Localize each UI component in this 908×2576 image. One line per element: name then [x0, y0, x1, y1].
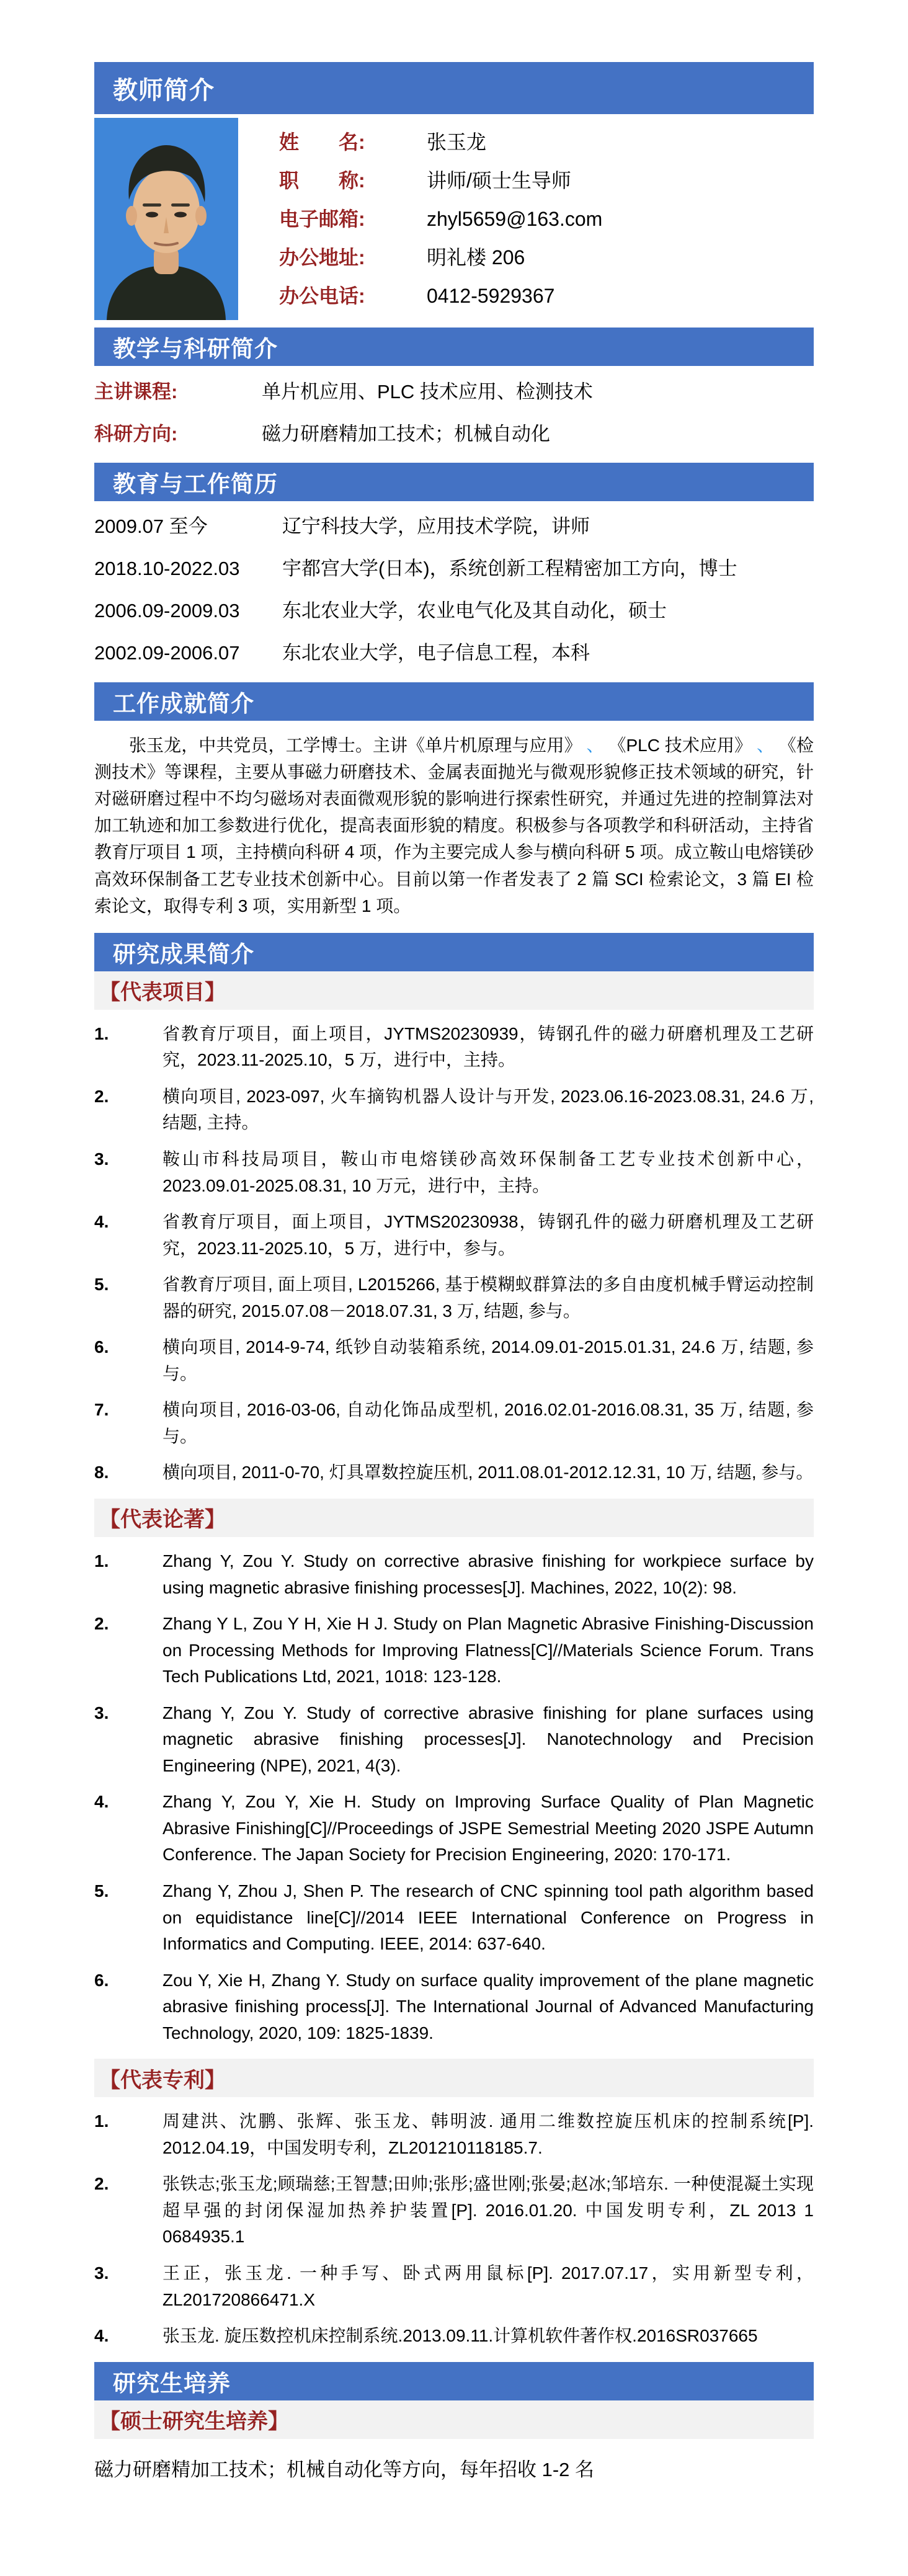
subheading-label: 【硕士研究生培养】	[99, 2410, 289, 2434]
list-item	[94, 1460, 814, 1486]
list-item	[94, 1548, 814, 1601]
list-item-number: 1.	[94, 1023, 109, 1043]
section-header-teaching-research	[94, 328, 814, 366]
profile-field-row	[279, 127, 814, 165]
teaching-value: 单片机应用、PLC 技术应用、检测技术	[262, 381, 593, 403]
field-label: 职 称:	[279, 169, 365, 192]
list-item-text: Zhang Y, Zou Y. Study of corrective abrasive finishing for plane surfaces using magnetic abrasive finishing processes[J]. Nanotechnology and Precision Engineering (NPE), 2021, 4(3).	[162, 1703, 814, 1775]
section-header-teacher-intro	[94, 62, 814, 114]
list-item-number: 8.	[94, 1463, 109, 1482]
field-value: zhyl5659@163.com	[427, 208, 603, 230]
list-item-text: 横向项目, 2014-9-74, 纸钞自动装箱系统, 2014.09.01-2015.01.31, 24.6 万, 结题, 参与。	[162, 1337, 814, 1383]
list-item	[94, 1611, 814, 1690]
teaching-label: 科研方向:	[94, 423, 178, 445]
achievements-paragraph	[94, 732, 814, 919]
list-item-text: 横向项目, 2023-097, 火车摘钩机器人设计与开发, 2023.06.16-2023.08.31, 24.6 万, 结题, 主持。	[162, 1086, 814, 1133]
section-header-achievements	[94, 682, 814, 721]
list-item-number: 4.	[94, 1212, 109, 1232]
master-training-text: 磁力研磨精加工技术；机械自动化等方向，每年招收 1-2 名	[94, 2458, 595, 2480]
section-header-graduate-training	[94, 2362, 814, 2400]
field-label: 办公地址:	[279, 246, 365, 269]
education-detail: 辽宁科技大学，应用技术学院，讲师	[282, 515, 590, 537]
section-title: 研究生培养	[113, 2370, 231, 2396]
field-label: 电子邮箱:	[279, 208, 365, 230]
paragraph-segment: 、	[756, 736, 775, 755]
list-item	[94, 1789, 814, 1868]
section-title: 研究成果简介	[113, 941, 254, 967]
education-row	[94, 598, 814, 624]
field-value: 张玉龙	[427, 131, 487, 153]
field-value: 0412-5929367	[427, 285, 555, 307]
list-item-text: 省教育厅项目，面上项目，JYTMS20230938，铸钢孔件的磁力研磨机理及工艺研究，2023.11-2025.10，5 万，进行中，参与。	[162, 1212, 814, 1258]
education-detail: 宇都宫大学(日本)，系统创新工程精密加工方向，博士	[282, 558, 737, 579]
teaching-row	[94, 418, 814, 452]
patents-list	[94, 2108, 814, 2349]
list-item	[94, 1272, 814, 1324]
field-label: 姓 名:	[279, 131, 365, 153]
list-item	[94, 1700, 814, 1780]
list-item	[94, 1021, 814, 1074]
list-item-text: 张玉龙. 旋压数控机床控制系统.2013.09.11.计算机软件著作权.2016SR037665	[162, 2326, 758, 2346]
list-item-text: 横向项目, 2016-03-06, 自动化饰品成型机, 2016.02.01-2016.08.31, 35 万, 结题, 参与。	[162, 1400, 814, 1446]
subheading-label: 【代表专利】	[99, 2068, 226, 2092]
list-item-number: 5.	[94, 1881, 109, 1901]
education-detail: 东北农业大学，农业电气化及其自动化，硕士	[282, 600, 667, 622]
section-title: 教师简介	[113, 76, 215, 104]
page-content	[94, 62, 814, 2482]
list-item-number: 6.	[94, 1337, 109, 1357]
list-item-number: 3.	[94, 2263, 109, 2283]
education-row	[94, 556, 814, 582]
list-item	[94, 1209, 814, 1262]
teaching-label: 主讲课程:	[94, 381, 178, 403]
field-label: 办公电话:	[279, 285, 365, 307]
subheading-master-training	[94, 2400, 814, 2439]
list-item	[94, 2323, 814, 2350]
list-item-text: 横向项目, 2011-0-70, 灯具罩数控旋压机, 2011.08.01-2012.12.31, 10 万, 结题, 参与。	[162, 1463, 814, 1482]
paragraph-segment: 《PLC 技术应用》	[608, 736, 752, 755]
list-item	[94, 2171, 814, 2250]
list-item-text: 鞍山市科技局项目，鞍山市电熔镁砂高效环保制备工艺专业技术创新中心，2023.09.01-2025.08.31, 10 万元，进行中，主持。	[162, 1149, 814, 1195]
section-title: 工作成就简介	[113, 691, 254, 716]
education-detail: 东北农业大学，电子信息工程，本科	[282, 642, 590, 664]
section-title: 教育与工作简历	[113, 471, 278, 497]
list-item	[94, 2260, 814, 2313]
field-value: 讲师/硕士生导师	[427, 169, 571, 192]
list-item-text: Zou Y, Xie H, Zhang Y. Study on surface quality improvement of the plane magnetic abrasive finishing process[J]. The International Journal of Advanced Manufacturing Technology, 2020, 109: 1825-1839.	[162, 1970, 814, 2043]
list-item-number: 7.	[94, 1400, 109, 1420]
list-item-number: 2.	[94, 1086, 109, 1106]
profile-field-row	[279, 203, 814, 242]
education-period: 2002.09-2006.07	[94, 642, 240, 664]
list-item-text: Zhang Y L, Zou Y H, Xie H J. Study on Plan Magnetic Abrasive Finishing-Discussion on Processing Methods for Improving Flatness[C]//Materials Science Forum. Trans Tech Publications Ltd, 2021, 1018: 123-128.	[162, 1614, 814, 1687]
projects-list	[94, 1021, 814, 1486]
list-item-text: 张铁志;张玉龙;顾瑞慈;王智慧;田帅;张彤;盛世刚;张晏;赵冰;邹培东. 一种使混凝土实现超早强的封闭保湿加热养护装置[P]. 2016.01.20. 中国发明专利，ZL 2013 1 0684935.1	[162, 2174, 814, 2247]
list-item-number: 3.	[94, 1703, 109, 1723]
list-item	[94, 2108, 814, 2161]
list-item	[94, 1878, 814, 1958]
teaching-row	[94, 376, 814, 409]
profile-field-row	[279, 280, 814, 319]
subheading-label: 【代表论著】	[99, 1508, 226, 1532]
subheading-representative-patents	[94, 2059, 814, 2097]
list-item	[94, 1084, 814, 1136]
list-item	[94, 1334, 814, 1387]
list-item-text: 周建洪、沈鹏、张辉、张玉龙、韩明波. 通用二维数控旋压机床的控制系统[P]. 2012.04.19，中国发明专利，ZL201210118185.7.	[162, 2111, 814, 2157]
teaching-rows	[94, 376, 814, 452]
field-value: 明礼楼 206	[427, 246, 525, 269]
list-item	[94, 1397, 814, 1450]
education-period: 2018.10-2022.03	[94, 558, 240, 579]
subheading-representative-projects	[94, 971, 814, 1010]
list-item-text: Zhang Y, Zou Y. Study on corrective abrasive finishing for workpiece surface by using magnetic abrasive finishing processes[J]. Machines, 2022, 10(2): 98.	[162, 1551, 814, 1597]
paragraph-segment: 、	[586, 736, 604, 755]
section-header-research-results	[94, 933, 814, 971]
education-row	[94, 640, 814, 666]
list-item-number: 1.	[94, 1551, 109, 1571]
paragraph-segment: 张玉龙，中共党员，工学博士。主讲《单片机原理与应用》	[129, 736, 582, 755]
list-item-text: Zhang Y, Zou Y, Xie H. Study on Improving Surface Quality of Plan Magnetic Abrasive Finishing[C]//Proceedings of JSPE Semestrial Meeting 2020 JSPE Autumn Conference. The Japan Society for Precision Engineering, 2020: 170-171.	[162, 1792, 814, 1865]
list-item-number: 4.	[94, 2326, 109, 2346]
list-item	[94, 1968, 814, 2047]
teacher-photo	[94, 118, 238, 320]
education-period: 2006.09-2009.03	[94, 600, 240, 622]
education-row	[94, 514, 814, 540]
profile-field-row	[279, 165, 814, 203]
list-item-number: 1.	[94, 2111, 109, 2131]
profile-field-row	[279, 242, 814, 280]
list-item-number: 2.	[94, 1614, 109, 1634]
list-item-text: 王正，张玉龙. 一种手写、卧式两用鼠标[P]. 2017.07.17，实用新型专利，ZL201720866471.X	[162, 2263, 814, 2309]
list-item	[94, 1146, 814, 1199]
teaching-value: 磁力研磨精加工技术；机械自动化	[262, 423, 550, 445]
education-period: 2009.07 至今	[94, 515, 208, 537]
list-item-number: 4.	[94, 1792, 109, 1812]
section-header-education-work	[94, 463, 814, 501]
list-item-number: 5.	[94, 1275, 109, 1295]
portrait-illustration	[94, 118, 238, 320]
paragraph-segment: 《检测技术》等课程，主要从事磁力研磨技术、金属表面抛光与微观形貌修正技术领域的研究，针对磁研磨过程中不均匀磁场对表面微观形貌的影响进行探索性研究，并通过先进的控制算法对加工轨迹和加工参数进行优化，提高表面形貌的精度。积极参与各项教学和科研活动，主持省教育厅项目 1 项，主持横向科研 4 项，作为主要完成人参与横向科研 5 项。成立鞍山电熔镁砂高效环保制备工艺专业技术创新中心。目前以第一作者发表了 2 篇 SCI 检索论文，3 篇 EI 检索论文，取得专利 3 项，实用新型 1 项。	[94, 736, 814, 916]
list-item-number: 6.	[94, 1970, 109, 1990]
list-item-number: 2.	[94, 2174, 109, 2194]
profile-fields	[279, 118, 814, 320]
subheading-representative-publications	[94, 1499, 814, 1537]
list-item-text: 省教育厅项目, 面上项目, L2015266, 基于模糊蚁群算法的多自由度机械手臂运动控制器的研究, 2015.07.08－2018.07.31, 3 万, 结题, 参与。	[162, 1275, 814, 1321]
profile-block	[94, 118, 814, 320]
list-item-text: 省教育厅项目，面上项目，JYTMS20230939，铸钢孔件的磁力研磨机理及工艺研究，2023.11-2025.10，5 万，进行中，主持。	[162, 1023, 814, 1070]
publications-list	[94, 1548, 814, 2046]
subheading-label: 【代表项目】	[99, 981, 226, 1005]
list-item-number: 3.	[94, 1149, 109, 1169]
list-item-text: Zhang Y, Zhou J, Shen P. The research of CNC spinning tool path algorithm based on equidistance line[C]//2014 IEEE International Conference on Progress in Informatics and Computing. IEEE, 2014: 637-640.	[162, 1881, 814, 1954]
section-title: 教学与科研简介	[113, 336, 278, 362]
education-rows	[94, 514, 814, 666]
